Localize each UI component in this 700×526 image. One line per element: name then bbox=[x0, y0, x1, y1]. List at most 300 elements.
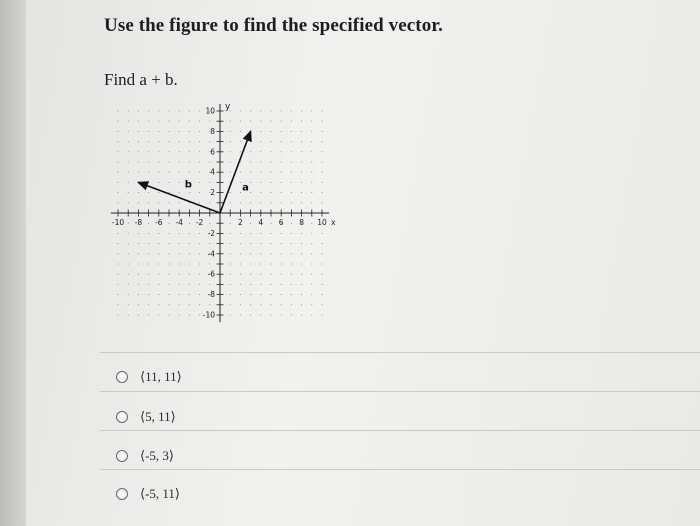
grid-dot bbox=[148, 263, 149, 264]
grid-dot bbox=[230, 304, 231, 305]
grid-dot bbox=[189, 304, 190, 305]
grid-dot bbox=[260, 274, 261, 275]
grid-dot bbox=[148, 182, 149, 183]
grid-dot bbox=[117, 110, 118, 111]
grid-dot bbox=[168, 182, 169, 183]
grid-dot bbox=[189, 274, 190, 275]
grid-dot bbox=[209, 263, 210, 264]
grid-dot bbox=[301, 151, 302, 152]
grid-dot bbox=[301, 121, 302, 122]
y-tick-label: -8 bbox=[207, 290, 215, 300]
grid-dot bbox=[270, 314, 271, 315]
grid-dot bbox=[321, 131, 322, 132]
grid-dot bbox=[291, 192, 292, 193]
grid-dot bbox=[281, 161, 282, 162]
grid-dot bbox=[148, 243, 149, 244]
grid-dot bbox=[301, 161, 302, 162]
grid-dot bbox=[117, 274, 118, 275]
grid-dot bbox=[168, 121, 169, 122]
grid-dot bbox=[240, 243, 241, 244]
grid-dot bbox=[189, 233, 190, 234]
question-title: Use the figure to find the specified vector. bbox=[104, 15, 443, 36]
grid-dot bbox=[158, 253, 159, 254]
grid-dot bbox=[209, 243, 210, 244]
grid-dot bbox=[138, 233, 139, 234]
grid-dot bbox=[189, 284, 190, 285]
grid-dot bbox=[291, 294, 292, 295]
grid-dot bbox=[260, 192, 261, 193]
answer-label: ⟨11, 11⟩ bbox=[140, 369, 182, 384]
grid-dot bbox=[189, 161, 190, 162]
grid-dot bbox=[270, 274, 271, 275]
x-tick-label: -2 bbox=[195, 218, 204, 227]
grid-dot bbox=[128, 253, 129, 254]
grid-dot bbox=[179, 304, 180, 305]
grid-dot bbox=[311, 263, 312, 264]
grid-dot bbox=[168, 110, 169, 111]
grid-dot bbox=[270, 161, 271, 162]
grid-dot bbox=[168, 141, 169, 142]
grid-dot bbox=[281, 263, 282, 264]
grid-dot bbox=[291, 110, 292, 111]
grid-dot bbox=[158, 314, 159, 315]
grid-dot bbox=[199, 192, 200, 193]
grid-dot bbox=[179, 284, 180, 285]
grid-dot bbox=[128, 161, 129, 162]
grid-dot bbox=[189, 141, 190, 142]
y-tick-label: -2 bbox=[207, 228, 215, 238]
grid-dot bbox=[168, 233, 169, 234]
grid-dot bbox=[311, 253, 312, 254]
grid-dot bbox=[148, 121, 149, 122]
grid-dot bbox=[117, 151, 118, 152]
y-tick-label: -10 bbox=[202, 310, 215, 320]
grid-dot bbox=[199, 182, 200, 183]
grid-dot bbox=[230, 121, 231, 122]
grid-dot bbox=[250, 243, 251, 244]
grid-dot bbox=[291, 131, 292, 132]
grid-dot bbox=[179, 131, 180, 132]
grid-dot bbox=[281, 182, 282, 183]
grid-dot bbox=[230, 161, 231, 162]
grid-dot bbox=[311, 233, 312, 234]
grid-dot bbox=[117, 172, 118, 173]
grid-dot bbox=[158, 192, 159, 193]
grid-dot bbox=[260, 121, 261, 122]
grid-dot bbox=[240, 263, 241, 264]
grid-dot bbox=[240, 172, 241, 173]
grid-dot bbox=[189, 263, 190, 264]
grid-dot bbox=[291, 233, 292, 234]
grid-dot bbox=[138, 121, 139, 122]
x-tick-label: 10 bbox=[317, 218, 327, 227]
grid-dot bbox=[209, 121, 210, 122]
grid-dot bbox=[281, 304, 282, 305]
grid-dot bbox=[199, 141, 200, 142]
grid-dot bbox=[291, 284, 292, 285]
grid-dot bbox=[230, 172, 231, 173]
grid-dot bbox=[128, 304, 129, 305]
grid-dot bbox=[291, 202, 292, 203]
grid-dot bbox=[209, 182, 210, 183]
grid-dot bbox=[281, 284, 282, 285]
grid-dot bbox=[281, 294, 282, 295]
vector-figure bbox=[100, 98, 340, 324]
grid-dot bbox=[117, 141, 118, 142]
left-margin-strip bbox=[0, 0, 26, 526]
vector-b-label: b bbox=[184, 179, 192, 191]
grid-dot bbox=[321, 294, 322, 295]
grid-dot bbox=[138, 294, 139, 295]
grid-dot bbox=[179, 243, 180, 244]
grid-dot bbox=[311, 243, 312, 244]
grid-dot bbox=[270, 151, 271, 152]
x-axis-label: x bbox=[331, 218, 336, 227]
grid-dot bbox=[158, 131, 159, 132]
grid-dot bbox=[199, 172, 200, 173]
grid-dot bbox=[260, 314, 261, 315]
grid-dot bbox=[199, 284, 200, 285]
grid-dot bbox=[158, 202, 159, 203]
grid-dot bbox=[281, 131, 282, 132]
grid-dot bbox=[281, 314, 282, 315]
grid-dot bbox=[230, 243, 231, 244]
grid-dot bbox=[270, 284, 271, 285]
grid-dot bbox=[189, 223, 190, 224]
grid-dot bbox=[260, 182, 261, 183]
grid-dot bbox=[260, 253, 261, 254]
grid-dot bbox=[138, 141, 139, 142]
grid-dot bbox=[189, 243, 190, 244]
grid-dot bbox=[301, 243, 302, 244]
radio-button[interactable] bbox=[116, 488, 128, 500]
grid-dot bbox=[117, 192, 118, 193]
grid-dot bbox=[117, 263, 118, 264]
grid-dot bbox=[301, 263, 302, 264]
grid-dot bbox=[291, 172, 292, 173]
grid-dot bbox=[138, 314, 139, 315]
grid-dot bbox=[230, 274, 231, 275]
grid-dot bbox=[250, 263, 251, 264]
grid-dot bbox=[148, 223, 149, 224]
grid-dot bbox=[117, 243, 118, 244]
grid-dot bbox=[128, 182, 129, 183]
x-tick-label: -4 bbox=[175, 218, 183, 227]
grid-dot bbox=[240, 284, 241, 285]
grid-dot bbox=[230, 223, 231, 224]
grid-dot bbox=[311, 151, 312, 152]
grid-dot bbox=[138, 253, 139, 254]
grid-dot bbox=[199, 274, 200, 275]
grid-dot bbox=[189, 314, 190, 315]
grid-dot bbox=[199, 253, 200, 254]
grid-dot bbox=[281, 233, 282, 234]
grid-dot bbox=[179, 192, 180, 193]
grid-dot bbox=[148, 294, 149, 295]
answer-option-4[interactable] bbox=[116, 482, 180, 506]
grid-dot bbox=[250, 253, 251, 254]
grid-dot bbox=[281, 253, 282, 254]
grid-dot bbox=[321, 182, 322, 183]
divider bbox=[100, 352, 700, 353]
grid-dot bbox=[158, 263, 159, 264]
grid-dot bbox=[270, 233, 271, 234]
grid-dot bbox=[168, 304, 169, 305]
grid-dot bbox=[270, 294, 271, 295]
x-tick-label: 2 bbox=[238, 218, 243, 227]
grid-dot bbox=[270, 263, 271, 264]
vector-b-arrow bbox=[138, 179, 220, 213]
grid-dot bbox=[199, 314, 200, 315]
grid-dot bbox=[260, 233, 261, 234]
divider bbox=[100, 391, 700, 392]
grid-dot bbox=[138, 151, 139, 152]
answer-label: ⟨-5, 3⟩ bbox=[140, 448, 174, 463]
grid-dot bbox=[168, 151, 169, 152]
grid-dot bbox=[138, 131, 139, 132]
vector-a-arrow bbox=[220, 131, 251, 213]
grid-dot bbox=[260, 304, 261, 305]
grid-dot bbox=[128, 110, 129, 111]
grid-dot bbox=[301, 172, 302, 173]
grid-dot bbox=[128, 172, 129, 173]
grid-dot bbox=[148, 151, 149, 152]
x-tick-label: 8 bbox=[299, 218, 304, 227]
grid-dot bbox=[250, 284, 251, 285]
y-tick-label: 8 bbox=[210, 126, 215, 136]
grid-dot bbox=[117, 121, 118, 122]
grid-dot bbox=[291, 274, 292, 275]
grid-dot bbox=[240, 131, 241, 132]
grid-dot bbox=[301, 253, 302, 254]
grid-dot bbox=[148, 284, 149, 285]
grid-dot bbox=[189, 151, 190, 152]
answer-option-3[interactable] bbox=[116, 444, 174, 468]
grid-dot bbox=[301, 294, 302, 295]
grid-dot bbox=[240, 314, 241, 315]
grid-dot bbox=[281, 202, 282, 203]
vectors bbox=[138, 131, 250, 213]
grid-dot bbox=[168, 314, 169, 315]
grid-dot bbox=[158, 243, 159, 244]
grid-dot bbox=[128, 284, 129, 285]
grid-dot bbox=[158, 182, 159, 183]
grid-dot bbox=[117, 131, 118, 132]
grid-dot bbox=[250, 223, 251, 224]
grid-dot bbox=[311, 304, 312, 305]
grid-dot bbox=[209, 161, 210, 162]
y-axis-label: y bbox=[225, 101, 231, 112]
grid-dot bbox=[168, 223, 169, 224]
grid-dot bbox=[260, 202, 261, 203]
grid-dot bbox=[148, 192, 149, 193]
y-tick-label: -4 bbox=[207, 249, 215, 259]
grid-dot bbox=[240, 182, 241, 183]
grid-dot bbox=[311, 161, 312, 162]
grid-dot bbox=[158, 161, 159, 162]
grid-dot bbox=[199, 161, 200, 162]
grid-dot bbox=[311, 274, 312, 275]
grid-dot bbox=[138, 304, 139, 305]
grid-dot bbox=[311, 141, 312, 142]
radio-button[interactable] bbox=[116, 450, 128, 462]
grid-dot bbox=[260, 172, 261, 173]
grid-dot bbox=[291, 182, 292, 183]
grid-dot bbox=[291, 141, 292, 142]
grid-dot bbox=[321, 263, 322, 264]
grid-dot bbox=[311, 223, 312, 224]
grid-dot bbox=[321, 253, 322, 254]
grid-dot bbox=[281, 110, 282, 111]
grid-dot bbox=[230, 192, 231, 193]
grid-dot bbox=[209, 223, 210, 224]
grid-dot bbox=[250, 172, 251, 173]
grid-dot bbox=[158, 151, 159, 152]
grid-dot bbox=[189, 131, 190, 132]
grid-dot bbox=[148, 233, 149, 234]
grid-dot bbox=[128, 151, 129, 152]
grid-dot bbox=[158, 284, 159, 285]
grid-dot bbox=[179, 253, 180, 254]
grid-dot bbox=[311, 294, 312, 295]
grid-dot bbox=[179, 294, 180, 295]
grid-dot bbox=[230, 131, 231, 132]
grid-dot bbox=[117, 202, 118, 203]
grid-dot bbox=[168, 294, 169, 295]
grid-dot bbox=[301, 131, 302, 132]
grid-dot bbox=[199, 304, 200, 305]
grid-dot bbox=[117, 314, 118, 315]
grid-dot bbox=[321, 121, 322, 122]
grid-dot bbox=[138, 274, 139, 275]
grid-dot bbox=[260, 151, 261, 152]
grid-dot bbox=[311, 314, 312, 315]
grid-dot bbox=[138, 192, 139, 193]
grid-dot bbox=[301, 314, 302, 315]
grid-dot bbox=[168, 263, 169, 264]
grid-dot bbox=[291, 263, 292, 264]
grid-dot bbox=[189, 172, 190, 173]
grid-dot bbox=[311, 192, 312, 193]
grid-dot bbox=[281, 151, 282, 152]
grid-dot bbox=[311, 202, 312, 203]
grid-dot bbox=[117, 253, 118, 254]
grid-dot bbox=[240, 121, 241, 122]
grid-dot bbox=[158, 141, 159, 142]
grid-dot bbox=[321, 202, 322, 203]
grid-dot bbox=[199, 121, 200, 122]
grid-dot bbox=[311, 182, 312, 183]
grid-dot bbox=[199, 294, 200, 295]
grid-dot bbox=[199, 202, 200, 203]
grid-dot bbox=[168, 172, 169, 173]
grid-dot bbox=[250, 304, 251, 305]
grid-dot bbox=[179, 161, 180, 162]
grid-dot bbox=[270, 202, 271, 203]
x-tick-label: -6 bbox=[155, 218, 163, 227]
grid-dot bbox=[281, 172, 282, 173]
grid-dot bbox=[230, 253, 231, 254]
grid-dot bbox=[260, 161, 261, 162]
grid-dot bbox=[321, 274, 322, 275]
grid-dot bbox=[270, 192, 271, 193]
grid-dot bbox=[168, 202, 169, 203]
grid-dot bbox=[158, 233, 159, 234]
grid-dot bbox=[148, 274, 149, 275]
y-tick-label: 6 bbox=[210, 147, 215, 157]
radio-button[interactable] bbox=[116, 411, 128, 423]
grid-dot bbox=[168, 161, 169, 162]
grid-dot bbox=[301, 202, 302, 203]
grid-dot bbox=[321, 243, 322, 244]
grid-dot bbox=[179, 263, 180, 264]
grid-dot bbox=[128, 233, 129, 234]
grid-dot bbox=[179, 141, 180, 142]
grid-dot bbox=[321, 284, 322, 285]
grid-dot bbox=[199, 243, 200, 244]
grid-dot bbox=[128, 243, 129, 244]
grid-dot bbox=[260, 131, 261, 132]
y-tick-label: 4 bbox=[210, 167, 215, 177]
grid-dot bbox=[148, 161, 149, 162]
grid-dot bbox=[148, 131, 149, 132]
grid-dot bbox=[311, 172, 312, 173]
grid-dot bbox=[321, 304, 322, 305]
grid-dot bbox=[138, 161, 139, 162]
grid-dot bbox=[179, 233, 180, 234]
answer-option-2[interactable] bbox=[116, 405, 176, 429]
grid-dot bbox=[240, 192, 241, 193]
grid-dot bbox=[270, 253, 271, 254]
grid-dot bbox=[301, 141, 302, 142]
y-tick-label: 10 bbox=[205, 106, 215, 116]
y-tick-label: -6 bbox=[207, 269, 215, 279]
grid-dot bbox=[321, 151, 322, 152]
grid-dot bbox=[260, 110, 261, 111]
grid-dot bbox=[158, 121, 159, 122]
grid-dot bbox=[199, 233, 200, 234]
grid-dot bbox=[117, 161, 118, 162]
grid-dot bbox=[128, 121, 129, 122]
grid-dot bbox=[260, 263, 261, 264]
grid-dot bbox=[321, 192, 322, 193]
grid-dot bbox=[199, 131, 200, 132]
x-tick-label: 4 bbox=[258, 218, 264, 227]
grid-dot bbox=[148, 172, 149, 173]
grid-dot bbox=[240, 202, 241, 203]
grid-dot bbox=[250, 314, 251, 315]
radio-button[interactable] bbox=[116, 371, 128, 383]
grid-dot bbox=[291, 314, 292, 315]
grid-dot bbox=[250, 182, 251, 183]
grid-dot bbox=[291, 121, 292, 122]
grid-dot bbox=[158, 110, 159, 111]
grid-dot bbox=[230, 284, 231, 285]
grid-dot bbox=[128, 294, 129, 295]
y-tick-label: 2 bbox=[210, 188, 215, 198]
grid-dot bbox=[158, 172, 159, 173]
grid-dot bbox=[179, 274, 180, 275]
grid-dot bbox=[179, 121, 180, 122]
grid-dot bbox=[128, 274, 129, 275]
answer-option-1[interactable] bbox=[116, 365, 182, 389]
grid-dot bbox=[311, 131, 312, 132]
grid-dot bbox=[321, 233, 322, 234]
grid-dot bbox=[270, 110, 271, 111]
grid-dot bbox=[148, 141, 149, 142]
grid-dot bbox=[250, 294, 251, 295]
grid-dot bbox=[240, 151, 241, 152]
